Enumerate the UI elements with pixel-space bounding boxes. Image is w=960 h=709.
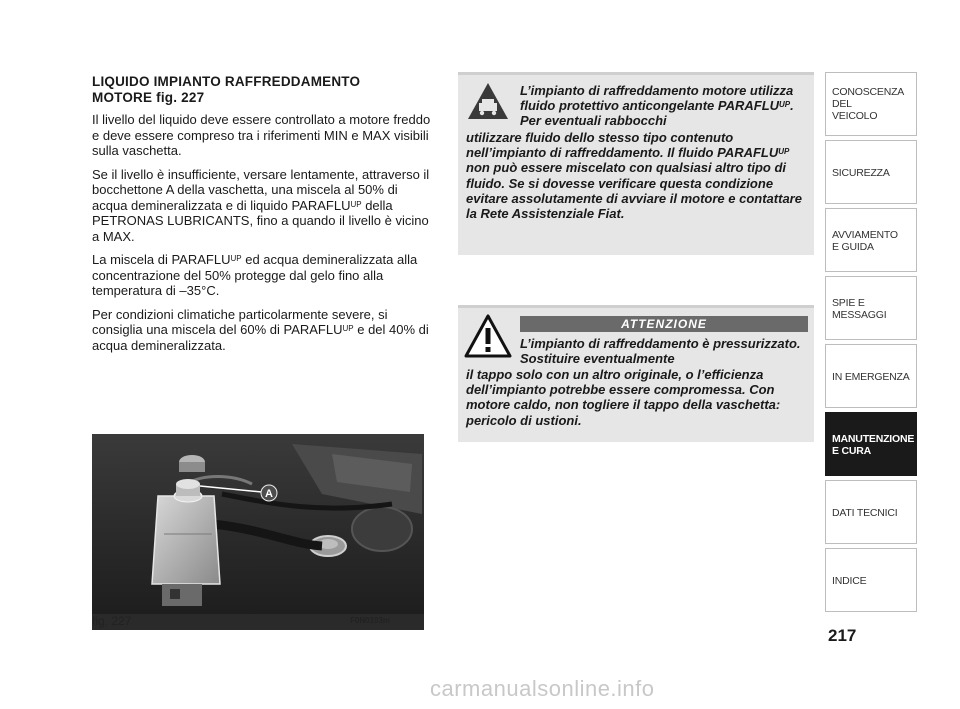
tab-label-line2: MESSAGGI <box>832 309 887 321</box>
warning-text-bottom: il tappo solo con un altro originale, o l’efficienza dell’impianto potrebbe essere compromessa. Con motore caldo, non togliere il tappo della vaschetta: pericolo di ustioni. <box>466 367 781 428</box>
p3-text-a: La miscela di PARAFLU <box>92 252 231 267</box>
p2-text-b: della PETRONAS LUBRICANTS, fino a quando il livello è vicino a MAX. <box>92 197 429 244</box>
paragraph-3 <box>92 252 434 299</box>
tab-indice[interactable] <box>825 548 917 612</box>
engine-coolant-photo <box>92 434 424 630</box>
watermark-text: carmanualsonline.info <box>430 676 655 701</box>
tab-label-line2: E CURA <box>832 445 872 457</box>
note-text-a2: . Per eventuali rabbocchi <box>520 98 794 129</box>
tab-conoscenza-del-veicolo[interactable] <box>825 72 917 136</box>
engine-bay-illustration <box>92 434 424 614</box>
warning-triangle-icon <box>464 314 512 358</box>
paragraph-1: Il livello del liquido deve essere controllato a motore freddo e deve essere compreso tra i riferimenti MIN e MAX visibili sulla vaschetta. <box>92 112 431 158</box>
tab-label-line1: SPIE E <box>832 297 865 309</box>
p4-text-a: Per condizioni climatiche particolarmente severe, si consiglia una miscela del 60% di PARAFLU <box>92 306 388 337</box>
tab-label-line1: DATI TECNICI <box>832 507 898 519</box>
tab-label-line3: VEICOLO <box>832 110 878 122</box>
p3-text-b: ed acqua demineralizzata alla concentrazione del 50% protegge dal gelo fino alla temperatura di –35°C. <box>92 252 418 298</box>
tab-label-line1: IN EMERGENZA <box>832 371 910 383</box>
callout-marker-a: A <box>265 488 273 500</box>
tab-spie-e-messaggi[interactable] <box>825 276 917 340</box>
p3-superscript: UP <box>230 254 242 263</box>
tab-label-line1: MANUTENZIONE <box>832 433 915 445</box>
page-number: 217 <box>828 626 857 645</box>
p2-superscript: UP <box>350 199 362 209</box>
note-superscript: UP <box>779 100 791 110</box>
note-text-bottom <box>466 130 806 221</box>
section-title-line1: LIQUIDO IMPIANTO RAFFREDDAMENTO <box>92 74 361 89</box>
section-title <box>92 74 434 106</box>
paragraph-2 <box>92 167 434 245</box>
attention-label: ATTENZIONE <box>520 316 808 332</box>
tab-manutenzione-e-cura[interactable] <box>825 412 917 476</box>
tab-in-emergenza[interactable] <box>825 344 917 408</box>
tab-label-line1: CONOSCENZA <box>832 86 905 98</box>
tab-label-line1: SICUREZZA <box>832 167 890 179</box>
p4-text-b: e del 40% di acqua demineralizzata. <box>92 322 429 353</box>
tab-dati-tecnici[interactable] <box>825 480 917 544</box>
warning-text-top: L’impianto di raffreddamento è pressurizzato. Sostituire eventualmente <box>520 336 801 367</box>
figure-code: F0N0103m <box>350 616 391 625</box>
note-box <box>458 72 814 255</box>
tab-label-line1: AVVIAMENTO <box>832 229 898 241</box>
main-text-column <box>92 74 434 361</box>
tab-avviamento-e-guida[interactable] <box>825 208 917 272</box>
note-text-top <box>520 83 805 129</box>
vehicle-note-icon <box>466 81 510 121</box>
note-text-b-a: utilizzare fluido dello stesso tipo contenuto nell’impianto di raffreddamento. Il fluido PARAFLU <box>466 130 779 161</box>
section-title-line2: MOTORE fig. 227 <box>92 90 205 105</box>
p2-text-a: Se il livello è insufficiente, versare lentamente, attraverso il bocchettone A della vaschetta, una miscela al 50% di acqua demineralizzata e di liquido PARAFLU <box>92 166 430 213</box>
note-text-b-b: non può essere miscelato con qualsiasi altro tipo di fluido. Se si dovesse verificare questa condizione evitare assolutamente di avviare il motore e contattare la Rete Assistenziale Fiat. <box>466 160 802 222</box>
note-superscript-b: UP <box>778 147 790 157</box>
tab-label-line2: DEL <box>832 98 852 110</box>
p4-superscript: UP <box>342 324 354 333</box>
note-text-a: L’impianto di raffreddamento motore utilizza fluido protettivo anticongelante PARAFLU <box>520 83 794 114</box>
tab-sicurezza[interactable] <box>825 140 917 204</box>
warning-box <box>458 305 814 442</box>
tab-label-line2: E GUIDA <box>832 241 874 253</box>
figure-caption: fig. 227 <box>92 614 132 628</box>
tab-label-line1: INDICE <box>832 575 867 587</box>
paragraph-4 <box>92 307 434 354</box>
